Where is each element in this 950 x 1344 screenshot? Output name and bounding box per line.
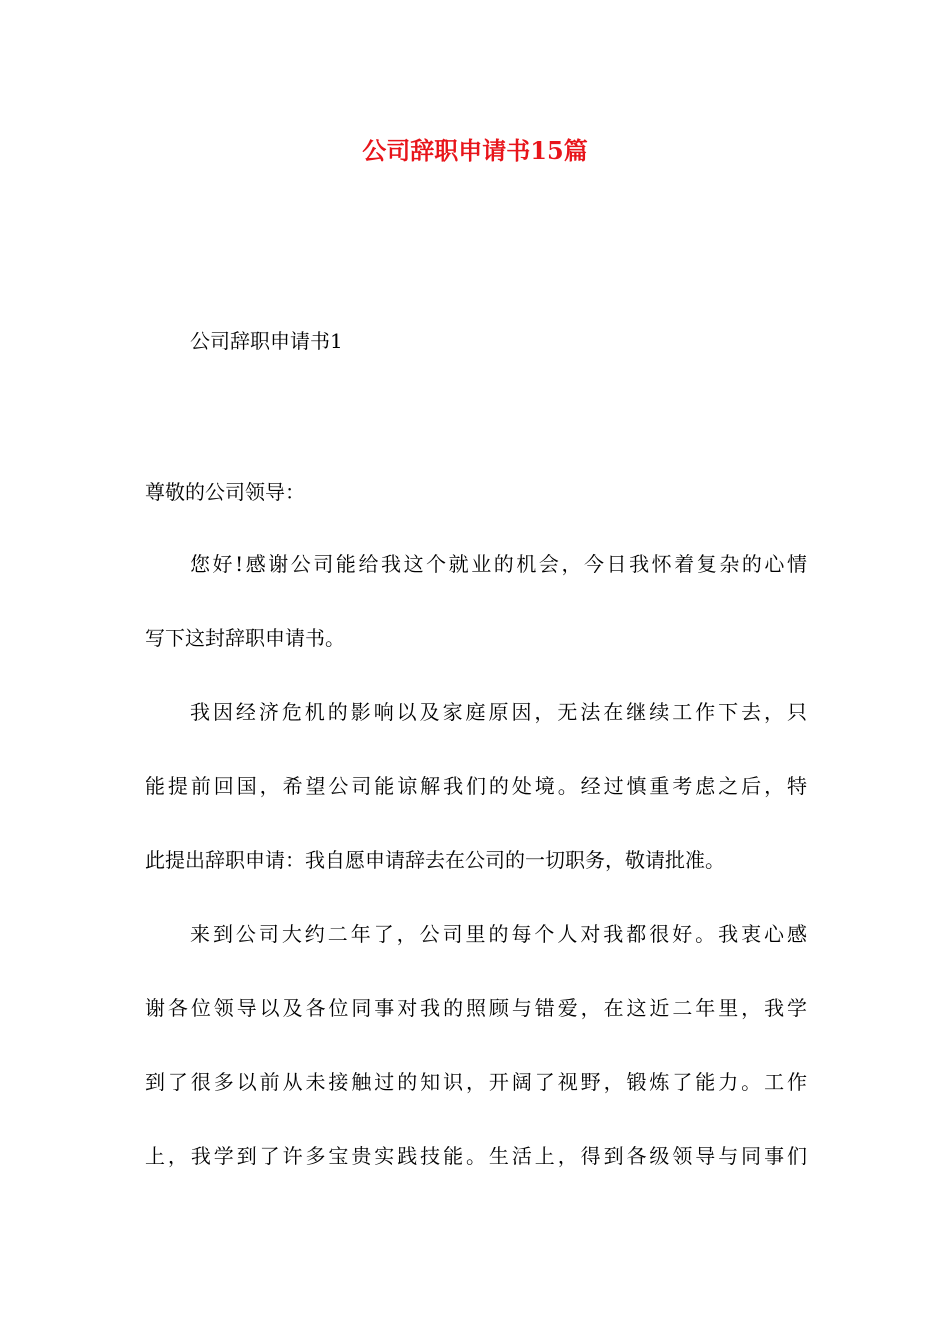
paragraph-1	[145, 527, 807, 675]
section-heading: 公司辞职申请书1	[190, 329, 343, 353]
paragraph-line: 此提出辞职申请：我自愿申请辞去在公司的一切职务，敬请批准。	[145, 848, 725, 872]
paragraph-line: 谢各位领导以及各位同事对我的照顾与错爱，在这近二年里，我学	[145, 996, 807, 1020]
paragraph-3	[145, 897, 807, 1193]
salutation: 尊敬的公司领导：	[145, 480, 305, 504]
document-title: 公司辞职申请书15篇	[362, 136, 588, 165]
paragraph-line: 能提前回国，希望公司能谅解我们的处境。经过慎重考虑之后，特	[145, 774, 807, 798]
paragraph-line: 上，我学到了许多宝贵实践技能。生活上，得到各级领导与同事们	[145, 1144, 807, 1168]
paragraph-2	[145, 675, 807, 897]
paragraph-line: 来到公司大约二年了，公司里的每个人对我都很好。我衷心感	[190, 922, 807, 946]
paragraph-line: 我因经济危机的影响以及家庭原因，无法在继续工作下去，只	[190, 700, 807, 724]
paragraph-line: 您好!感谢公司能给我这个就业的机会，今日我怀着复杂的心情	[190, 552, 807, 576]
paragraph-line: 写下这封辞职申请书。	[145, 626, 345, 650]
paragraph-line: 到了很多以前从未接触过的知识，开阔了视野，锻炼了能力。工作	[145, 1070, 807, 1094]
